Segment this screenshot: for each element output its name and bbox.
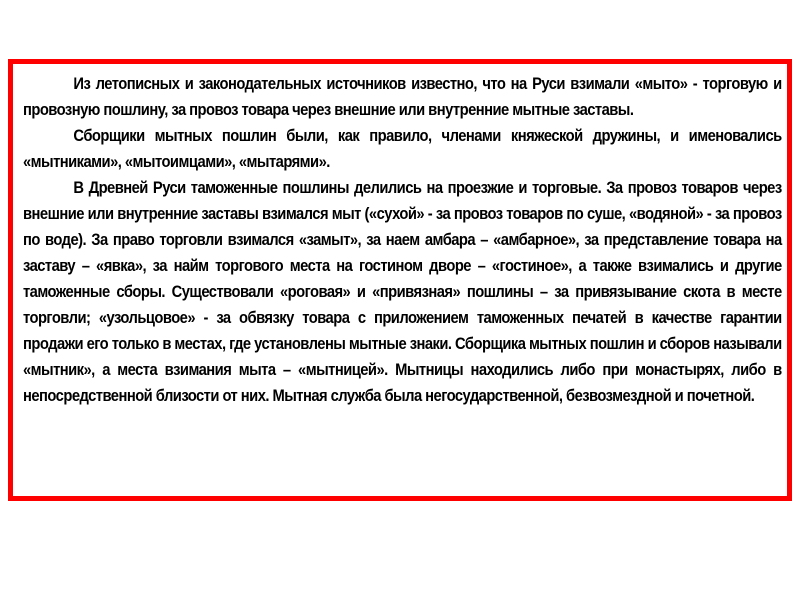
paragraph-collectors: Сборщики мытных пошлин были, как правило, членами княжеской дружины, и именовались «мытниками», «мытоимцами», «мытарями». bbox=[23, 127, 782, 171]
paragraph-myto: Из летописных и законодательных источников известно, что на Руси взимали «мыто» - торговую и провозную пошлину, за провоз товара через внешние или внутренние мытные заставы. bbox=[23, 75, 782, 119]
text-frame bbox=[8, 59, 792, 501]
paragraph-customs-duties: В Древней Руси таможенные пошлины делились на проезжие и торговые. За провоз товаров через внешние или внутренние заставы взимался мыт («сухой» - за провоз товаров по суше, «водяной» - за провоз по воде). За право торговли взимался «замыт», за наем амбара – «амбарное», за представление товара на заставу – «явка», за найм торгового места на гостином дворе – «гостиное», а также взимались и другие таможенные сборы. Существовали «роговая» и «привязная» пошлины – за привязывание скота в месте торговли; «узольцовое» - за обвязку товара с приложением таможенных печатей в качестве гарантии продажи его только в местах, где установлены мытные знаки. Сборщика мытных пошлин и сборов называли «мытник», а места взимания мыта – «мытницей». Мытницы находились либо при монастырях, либо в непосредственной близости от них. Мытная служба была негосударственной, безвозмездной и почетной. bbox=[23, 179, 782, 405]
